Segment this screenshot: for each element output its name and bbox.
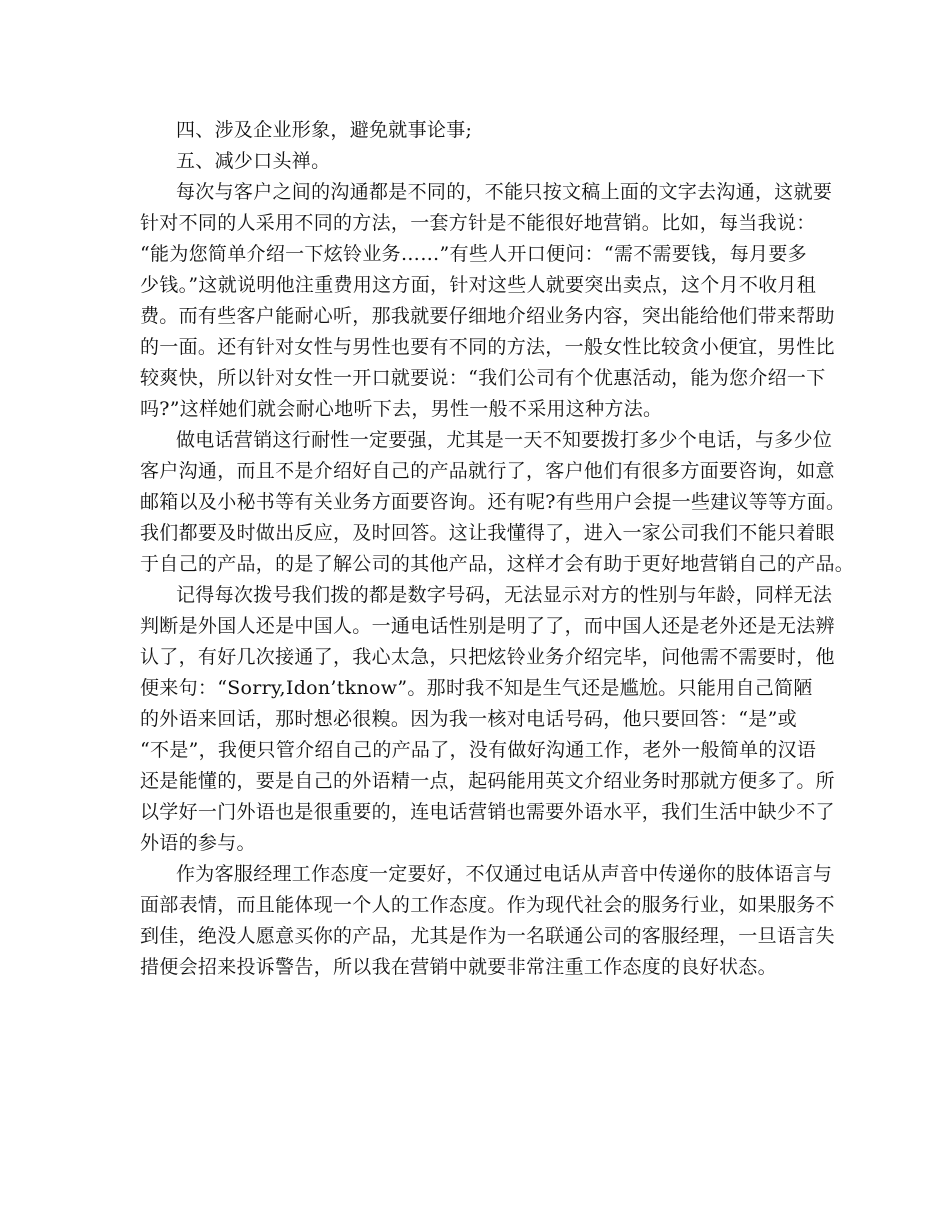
document-body <box>140 115 855 983</box>
text-line: 每次与客户之间的沟通都是不同的，不能只按文稿上面的文字去沟通，这就要 <box>176 181 833 203</box>
text-line: 面部表情，而且能体现一个人的工作态度。作为现代社会的服务行业，如果服务不 <box>140 894 835 916</box>
text-line: 作为客服经理工作态度一定要好，不仅通过电话从声音中传递你的肢体语言与 <box>176 863 833 885</box>
text-line: 的外语来回话，那时想必很糗。因为我一核对电话号码，他只要回答：“是”或 <box>140 708 797 730</box>
text-line: 于自己的产品，的是了解公司的其他产品，这样才会有助于更好地营销自己的产品。 <box>140 553 855 575</box>
text-line: 便来句：“Sorry,Idon’tknow”。那时我不知是生气还是尴尬。只能用自己简陋 <box>140 677 813 699</box>
text-line: 五、减少口头禅。 <box>176 150 331 172</box>
text-line: 记得每次拨号我们拨的都是数字号码，无法显示对方的性别与年龄，同样无法 <box>176 584 833 606</box>
text-line: 我们都要及时做出反应，及时回答。这让我懂得了，进入一家公司我们不能只着眼 <box>140 522 835 544</box>
text-line: 以学好一门外语也是很重要的，连电话营销也需要外语水平，我们生活中缺少不了 <box>140 801 835 823</box>
text-line: “能为您简单介绍一下炫铃业务……”有些人开口便问：“需不需要钱，每月要多 <box>140 243 807 265</box>
text-line: 判断是外国人还是中国人。一通电话性别是明了了，而中国人还是老外还是无法辨 <box>140 615 835 637</box>
text-line: 做电话营销这行耐性一定要强，尤其是一天不知要拨打多少个电话，与多少位 <box>176 429 833 451</box>
text-line: 客户沟通，而且不是介绍好自己的产品就行了，客户他们有很多方面要咨询，如意 <box>140 460 835 482</box>
text-line: 认了，有好几次接通了，我心太急，只把炫铃业务介绍完毕，问他需不需要时，他 <box>140 646 835 668</box>
text-line: 邮箱以及小秘书等有关业务方面要咨询。还有呢?有些用户会提一些建议等等方面。 <box>140 491 846 513</box>
text-line: 费。而有些客户能耐心听，那我就要仔细地介绍业务内容，突出能给他们带来帮助 <box>140 305 835 327</box>
text-line: “不是”，我便只管介绍自己的产品了，没有做好沟通工作，老外一般简单的汉语 <box>140 739 817 761</box>
text-line: 较爽快，所以针对女性一开口就要说：“我们公司有个优惠活动，能为您介绍一下 <box>140 367 826 389</box>
text-line: 外语的参与。 <box>140 832 256 854</box>
text-line: 少钱。”这就说明他注重费用这方面，针对这些人就要突出卖点，这个月不收月租 <box>140 274 817 296</box>
text-line: 的一面。还有针对女性与男性也要有不同的方法，一般女性比较贪小便宜，男性比 <box>140 336 835 358</box>
text-line: 四、涉及企业形象，避免就事论事; <box>176 119 473 141</box>
text-line: 措便会招来投诉警告，所以我在营销中就要非常注重工作态度的良好状态。 <box>140 956 777 978</box>
text-line: 还是能懂的，要是自己的外语精一点，起码能用英文介绍业务时那就方便多了。所 <box>140 770 835 792</box>
text-line: 针对不同的人采用不同的方法，一套方针是不能很好地营销。比如，每当我说： <box>140 212 816 234</box>
text-line: 吗?”这样她们就会耐心地听下去，男性一般不采用这种方法。 <box>140 398 663 420</box>
text-line: 到佳，绝没人愿意买你的产品，尤其是作为一名联通公司的客服经理，一旦语言失 <box>140 925 835 947</box>
